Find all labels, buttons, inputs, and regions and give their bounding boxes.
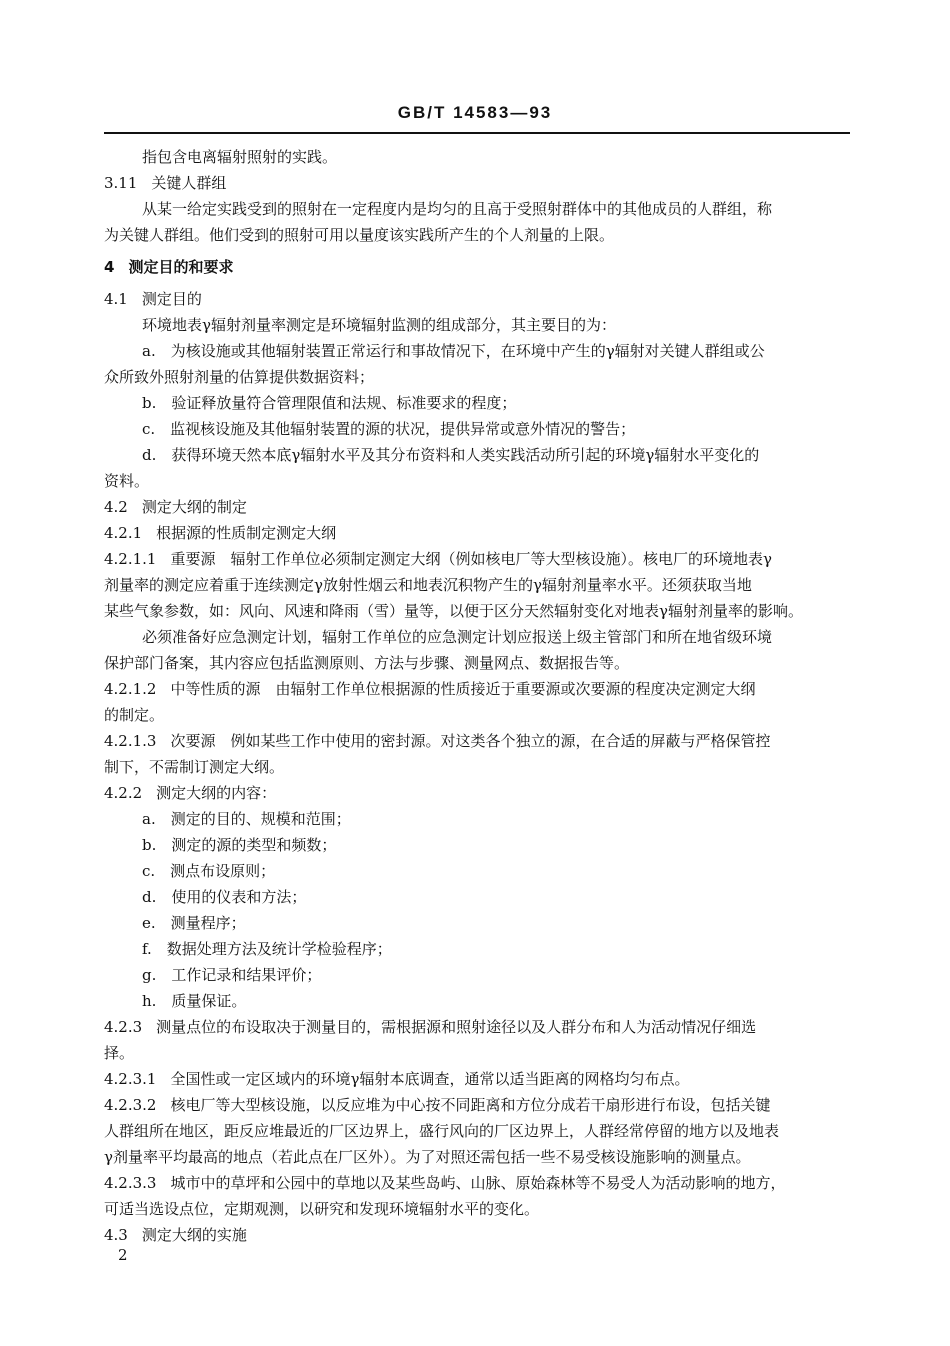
clause-number: 4 <box>104 258 115 276</box>
text-line <box>104 1092 852 1118</box>
text-line <box>104 624 852 650</box>
text-line <box>104 936 852 962</box>
line-text: 指包含电离辐射照射的实践。 <box>142 148 338 166</box>
text-line <box>104 416 852 442</box>
line-text: d. 获得环境天然本底γ辐射水平及其分布资料和人类实践活动所引起的环境γ辐射水平变化的 <box>142 446 760 464</box>
text-line <box>104 222 852 248</box>
clause-number: 4.2 <box>104 498 128 516</box>
line-text: 资料。 <box>104 472 150 490</box>
line-text: a. 测定的目的、规模和范围； <box>142 810 351 828</box>
text-line <box>104 468 852 494</box>
clause-number: 4.2.3.2 <box>104 1096 157 1114</box>
document-body <box>104 144 852 1248</box>
clause-number: 4.2.1 <box>104 524 143 542</box>
header-rule <box>104 132 850 134</box>
line-text: b. 测定的源的类型和频数； <box>142 836 337 854</box>
line-text: 全国性或一定区域内的环境γ辐射本底调查，通常以适当距离的网格均匀布点。 <box>170 1070 690 1088</box>
text-line <box>104 1222 852 1248</box>
line-text: 次要源 例如某些工作中使用的密封源。对这类各个独立的源，在合适的屏蔽与严格保管控 <box>170 732 771 750</box>
line-text: 的制定。 <box>104 706 165 724</box>
line-text: 城市中的草坪和公园中的草地以及某些岛屿、山脉、原始森林等不易受人为活动影响的地方， <box>170 1174 786 1192</box>
line-text: 测量点位的布设取决于测量目的，需根据源和照射途径以及人群分布和人为活动情况仔细选 <box>156 1018 757 1036</box>
text-line <box>104 520 852 546</box>
text-line <box>104 170 852 196</box>
clause-number: 4.2.3.3 <box>104 1174 157 1192</box>
section-heading <box>104 254 852 280</box>
clause-number: 4.2.1.2 <box>104 680 157 698</box>
clause-number: 3.11 <box>104 174 138 192</box>
line-text: a. 为核设施或其他辐射装置正常运行和事故情况下，在环境中产生的γ辐射对关键人群组或公 <box>142 342 765 360</box>
text-line <box>104 390 852 416</box>
text-line <box>104 650 852 676</box>
line-text: 测定目的和要求 <box>128 258 234 276</box>
text-line <box>104 546 852 572</box>
text-line <box>104 442 852 468</box>
line-text: 重要源 辐射工作单位必须制定测定大纲（例如核电厂等大型核设施）。核电厂的环境地表γ <box>170 550 772 568</box>
clause-number: 4.2.2 <box>104 784 143 802</box>
line-text: e. 测量程序； <box>142 914 246 932</box>
text-line <box>104 1118 852 1144</box>
text-line <box>104 338 852 364</box>
text-line <box>104 144 852 170</box>
text-line <box>104 780 852 806</box>
line-text: 从某一给定实践受到的照射在一定程度内是均匀的且高于受照射群体中的其他成员的人群组，称 <box>142 200 773 218</box>
text-line <box>104 598 852 624</box>
text-line <box>104 1014 852 1040</box>
line-text: 环境地表γ辐射剂量率测定是环境辐射监测的组成部分，其主要目的为： <box>142 316 616 334</box>
text-line <box>104 858 852 884</box>
line-text: 制下，不需制订测定大纲。 <box>104 758 285 776</box>
clause-number: 4.1 <box>104 290 128 308</box>
text-line <box>104 884 852 910</box>
text-line <box>104 312 852 338</box>
text-line <box>104 676 852 702</box>
line-text: 某些气象参数，如：风向、风速和降雨（雪）量等，以便于区分天然辐射变化对地表γ辐射剂量率的影响。 <box>104 602 803 620</box>
standard-code-header: GB/T 14583—93 <box>397 103 553 122</box>
line-text: 保护部门备案，其内容应包括监测原则、方法与步骤、测量网点、数据报告等。 <box>104 654 630 672</box>
text-line <box>104 754 852 780</box>
clause-number: 4.3 <box>104 1226 128 1244</box>
line-text: c. 测点布设原则； <box>142 862 276 880</box>
line-text: 可适当选设点位，定期观测，以研究和发现环境辐射水平的变化。 <box>104 1200 540 1218</box>
text-line <box>104 494 852 520</box>
line-text: h. 质量保证。 <box>142 992 247 1010</box>
text-line <box>104 1170 852 1196</box>
text-line <box>104 196 852 222</box>
line-text: f. 数据处理方法及统计学检验程序； <box>142 940 392 958</box>
text-line <box>104 988 852 1014</box>
line-text: γ剂量率平均最高的地点（若此点在厂区外）。为了对照还需包括一些不易受核设施影响的测量点。 <box>104 1148 751 1166</box>
text-line <box>104 1196 852 1222</box>
clause-number: 4.2.1.3 <box>104 732 157 750</box>
line-text: 测定目的 <box>141 290 202 308</box>
line-text: 择。 <box>104 1044 135 1062</box>
text-line <box>104 1144 852 1170</box>
text-line <box>104 1066 852 1092</box>
line-text: g. 工作记录和结果评价； <box>142 966 322 984</box>
line-text: 测定大纲的实施 <box>141 1226 247 1244</box>
text-line <box>104 806 852 832</box>
line-text: 中等性质的源 由辐射工作单位根据源的性质接近于重要源或次要源的程度决定测定大纲 <box>170 680 756 698</box>
text-line <box>104 910 852 936</box>
line-text: 根据源的性质制定测定大纲 <box>156 524 337 542</box>
text-line <box>104 1040 852 1066</box>
text-line <box>104 572 852 598</box>
page-number: 2 <box>118 1246 128 1264</box>
text-line <box>104 364 852 390</box>
line-text: 核电厂等大型核设施，以反应堆为中心按不同距离和方位分成若干扇形进行布设，包括关键 <box>170 1096 771 1114</box>
text-line <box>104 702 852 728</box>
text-line <box>104 962 852 988</box>
line-text: b. 验证释放量符合管理限值和法规、标准要求的程度； <box>142 394 517 412</box>
line-text: d. 使用的仪表和方法； <box>142 888 307 906</box>
line-text: 为关键人群组。他们受到的照射可用以量度该实践所产生的个人剂量的上限。 <box>104 226 615 244</box>
line-text: 人群组所在地区，距反应堆最近的厂区边界上，盛行风向的厂区边界上，人群经常停留的地方以及地表 <box>104 1122 780 1140</box>
text-line <box>104 728 852 754</box>
line-text: 测定大纲的制定 <box>141 498 247 516</box>
text-line <box>104 286 852 312</box>
clause-number: 4.2.1.1 <box>104 550 157 568</box>
clause-number: 4.2.3 <box>104 1018 143 1036</box>
line-text: c. 监视核设施及其他辐射装置的源的状况，提供异常或意外情况的警告； <box>142 420 636 438</box>
clause-number: 4.2.3.1 <box>104 1070 157 1088</box>
line-text: 测定大纲的内容： <box>156 784 277 802</box>
line-text: 剂量率的测定应着重于连续测定γ放射性烟云和地表沉积物产生的γ辐射剂量率水平。还须获取当地 <box>104 576 752 594</box>
line-text: 关键人群组 <box>151 174 227 192</box>
text-line <box>104 832 852 858</box>
line-text: 众所致外照射剂量的估算提供数据资料； <box>104 368 375 386</box>
line-text: 必须准备好应急测定计划，辐射工作单位的应急测定计划应报送上级主管部门和所在地省级环境 <box>142 628 773 646</box>
